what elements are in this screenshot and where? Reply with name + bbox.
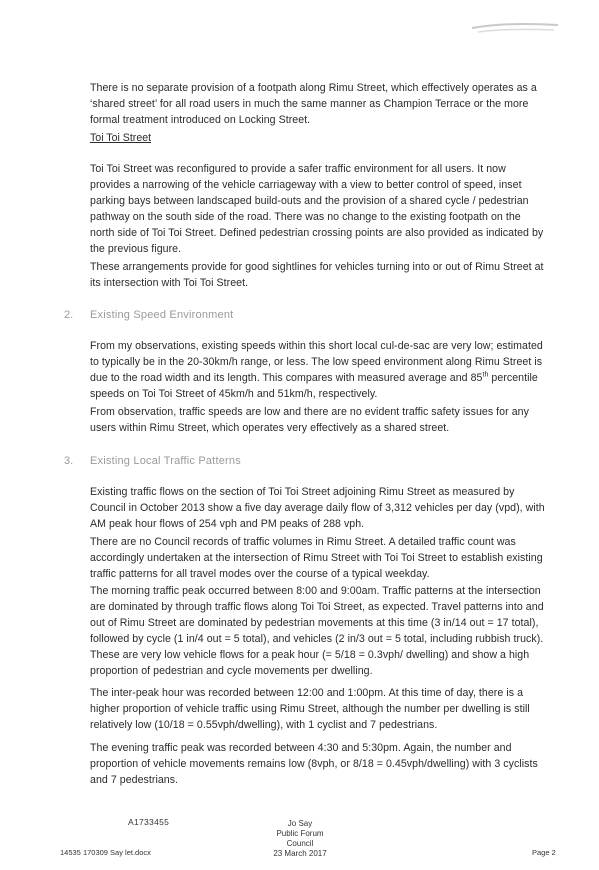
- paragraph-existing-flows: Existing traffic flows on the section of Toi Toi Street adjoining Rimu Street as measured by Council in October 2013 show a five day average daily flow of 3,312 vehicles per day (vpd), with AM peak hour flows of 254 vph and PM peaks of 288 vph.: [90, 486, 545, 530]
- subheading-toi-toi-street: Toi Toi Street: [90, 132, 152, 144]
- section-heading-local-traffic-patterns: Existing Local Traffic Patterns: [90, 455, 241, 467]
- paragraph-sightlines: These arrangements provide for good sightlines for vehicles turning into or out of Rimu Street at its intersection with Toi Toi Street.: [90, 261, 544, 289]
- stamp-line: 23 March 2017: [273, 849, 327, 858]
- paragraph-council-records: There are no Council records of traffic volumes in Rimu Street. A detailed traffic count was accordingly undertaken at the intersection of Rimu Street with Toi Toi Street to establish existing traffic patterns for all travel modes over the course of a typical weekday.: [90, 536, 543, 580]
- paragraph-inter-peak: The inter-peak hour was recorded between 12:00 and 1:00pm. At this time of day, there is a higher proportion of vehicle traffic using Rimu Street, although the number per dwelling is still relatively low (10/18 = 0.55vph/dwelling), with 1 cyclist and 7 pedestrians.: [90, 687, 530, 731]
- paragraph-traffic-safety: From observation, traffic speeds are low and there are no evident traffic safety issues for any users within Rimu Street, which operates very effectively as a shared street.: [90, 406, 529, 434]
- stamp-line: Public Forum: [276, 829, 324, 838]
- paragraph-morning-peak: The morning traffic peak occurred between 8:00 and 9:00am. Traffic patterns at the intersection are dominated by through traffic flows along Toi Toi Street, as expected. Travel patterns into and out of Rimu Street are dominated by pedestrian movements at this time (3 in/14 out = 17 total), followed by cycle (1 in/4 out = 5 total), and vehicles (2 in/3 out = 5 total, including rubbish truck). These are very low vehicle flows for a peak hour (= 5/18 = 0.3vph/ dwelling) and show a high proportion of pedestrian and cycle movements per dwelling.: [90, 585, 544, 677]
- section-number: 2.: [64, 309, 74, 321]
- stamp-line: Council: [286, 839, 314, 848]
- public-forum-stamp: [230, 819, 370, 859]
- footer-filename: 14535 170309 Say let.docx: [60, 848, 151, 857]
- stamp-line: Jo Say: [287, 819, 313, 828]
- page-number: Page 2: [532, 848, 556, 857]
- letterhead-logo-mark: [470, 14, 560, 38]
- paragraph-toi-toi-reconfiguration: Toi Toi Street was reconfigured to provide a safer traffic environment for all users. It now provides a narrowing of the vehicle carriageway with a view to better control of speed, inset parking bays between landscaped build-outs and the provision of a shared cycle / pedestrian pathway on the south side of the road. There was no change to the existing footpath on the north side of Toi Toi Street. Defined pedestrian crossing points are also provided as indicated by the previous figure.: [90, 163, 544, 255]
- paragraph-speed-observations: From my observations, existing speeds within this short local cul-de-sac are very low; estimated to typically be in the 20-30km/h range, or less. The low speed environment along Rimu Street is due to the road width and its length. This compares with measured average and 85th percentile speeds on Toi Toi Street of 45km/h and 51km/h, respectively.: [90, 340, 543, 400]
- document-reference: A1733455: [128, 817, 170, 827]
- paragraph-evening-peak: The evening traffic peak was recorded between 4:30 and 5:30pm. Again, the number and proportion of vehicle movements remains low (8vph, or 8/18 = 0.45vph/dwelling) with 3 cyclists and 7 pedestrians.: [90, 742, 538, 786]
- section-heading-speed-environment: Existing Speed Environment: [90, 309, 234, 321]
- section-number: 3.: [64, 455, 74, 467]
- paragraph-shared-street: There is no separate provision of a footpath along Rimu Street, which effectively operates as a ‘shared street’ for all road users in much the same manner as Champion Terrace or the more formal treatment introduced on Locking Street.: [90, 82, 537, 126]
